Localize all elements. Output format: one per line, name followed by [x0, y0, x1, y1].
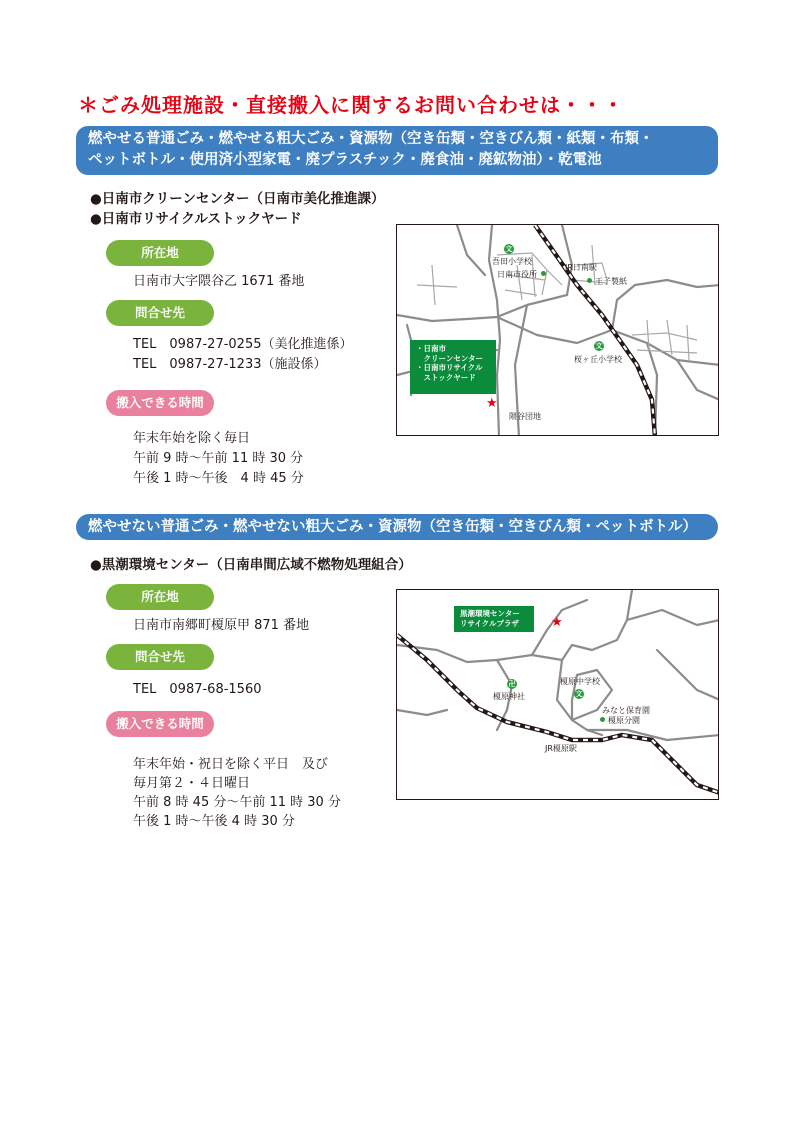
nursery-marker-icon	[600, 717, 605, 722]
facility-star-icon: ★	[551, 615, 563, 630]
section1-header-line1: 燃やせる普通ごみ・燃やせる粗大ごみ・資源物（空き缶類・空きびん類・紙類・布類・	[88, 131, 654, 147]
hours-line: 午前 9 時〜午前 11 時 30 分	[133, 451, 304, 466]
hours-line: 年末年始を除く毎日	[133, 431, 251, 446]
map-kuroshio	[396, 589, 719, 800]
map-label-city-hall: 日南市役所	[497, 270, 537, 279]
school-icon: 文	[595, 342, 603, 350]
callout-line: 黒潮環境センター	[460, 609, 520, 618]
facility-star-icon: ★	[486, 396, 498, 411]
section1-header-line2: ペットボトル・使用済小型家電・廃プラスチック・廃食油・廃鉱物油）・乾電池	[88, 152, 602, 168]
map-label-oji: 王子製紙	[595, 277, 627, 286]
page-title: ＊ごみ処理施設・直接搬入に関するお問い合わせは・・・	[78, 93, 624, 117]
hours-label: 搬入できる時間	[106, 711, 214, 737]
tel-beautification: TEL 0987-27-0255（美化推進係）	[133, 337, 353, 352]
address: 日南市南郷町榎原甲 871 番地	[133, 618, 310, 633]
map-roads	[397, 225, 719, 436]
map-label-school1: 吾田小学校	[492, 257, 532, 266]
tel-facility: TEL 0987-27-1233（施設係）	[133, 357, 327, 372]
map-clean-center	[396, 224, 719, 436]
hours-line: 年末年始・祝日を除く平日 及び	[133, 757, 329, 772]
hours-line: 毎月第２・４日曜日	[133, 776, 251, 791]
map-label-nursery2: 榎原分園	[608, 716, 640, 725]
facility-kuroshio: ●黒潮環境センター（日南串間広域不燃物処理組合）	[90, 557, 412, 573]
callout-line: ・日南市	[416, 344, 446, 353]
callout-line: クリーンセンター	[416, 353, 484, 363]
map-label-shrine: 榎原神社	[493, 692, 525, 701]
map-callout-facility	[410, 340, 496, 394]
callout-line: ・日南市リサイクル	[416, 363, 483, 372]
hours-label: 搬入できる時間	[106, 390, 214, 416]
callout-line: ストックヤード	[416, 372, 476, 382]
address: 日南市大字隈谷乙 1671 番地	[133, 274, 305, 289]
location-label: 所在地	[106, 240, 214, 266]
map-label-station: JR日南駅	[565, 263, 597, 272]
shrine-icon: 卍	[508, 680, 516, 688]
callout-line: リサイクルプラザ	[460, 618, 519, 628]
hours-line: 午後 1 時〜午後 4 時 30 分	[133, 814, 295, 829]
school-icon: 文	[575, 690, 583, 698]
map-callout-facility	[454, 606, 534, 632]
map-label-school2: 桜ヶ丘小学校	[574, 355, 622, 364]
city-hall-marker-icon	[541, 271, 546, 276]
hours-line: 午後 1 時〜午後 4 時 45 分	[133, 471, 304, 486]
map-label-kumatani: 隈谷団地	[509, 412, 541, 421]
contact-label: 問合せ先	[106, 644, 214, 670]
section2-header: 燃やせない普通ごみ・燃やせない粗大ごみ・資源物（空き缶類・空きびん類・ペットボトル）	[76, 514, 718, 540]
location-label: 所在地	[106, 584, 214, 610]
school-icon: 文	[505, 245, 513, 253]
tel: TEL 0987-68-1560	[133, 682, 262, 697]
hours-line: 午前 8 時 45 分〜午前 11 時 30 分	[133, 795, 341, 810]
section1-header	[76, 126, 718, 175]
facility-recycle-stockyard: ●日南市リサイクルストックヤード	[90, 211, 302, 227]
map-label-nursery1: みなと保育園	[602, 706, 650, 715]
contact-label: 問合せ先	[106, 300, 214, 326]
map-label-station: JR榎原駅	[545, 744, 577, 753]
facility-clean-center: ●日南市クリーンセンター（日南市美化推進課）	[90, 191, 385, 207]
map-label-school: 榎原中学校	[560, 677, 600, 686]
oji-marker-icon	[587, 278, 592, 283]
